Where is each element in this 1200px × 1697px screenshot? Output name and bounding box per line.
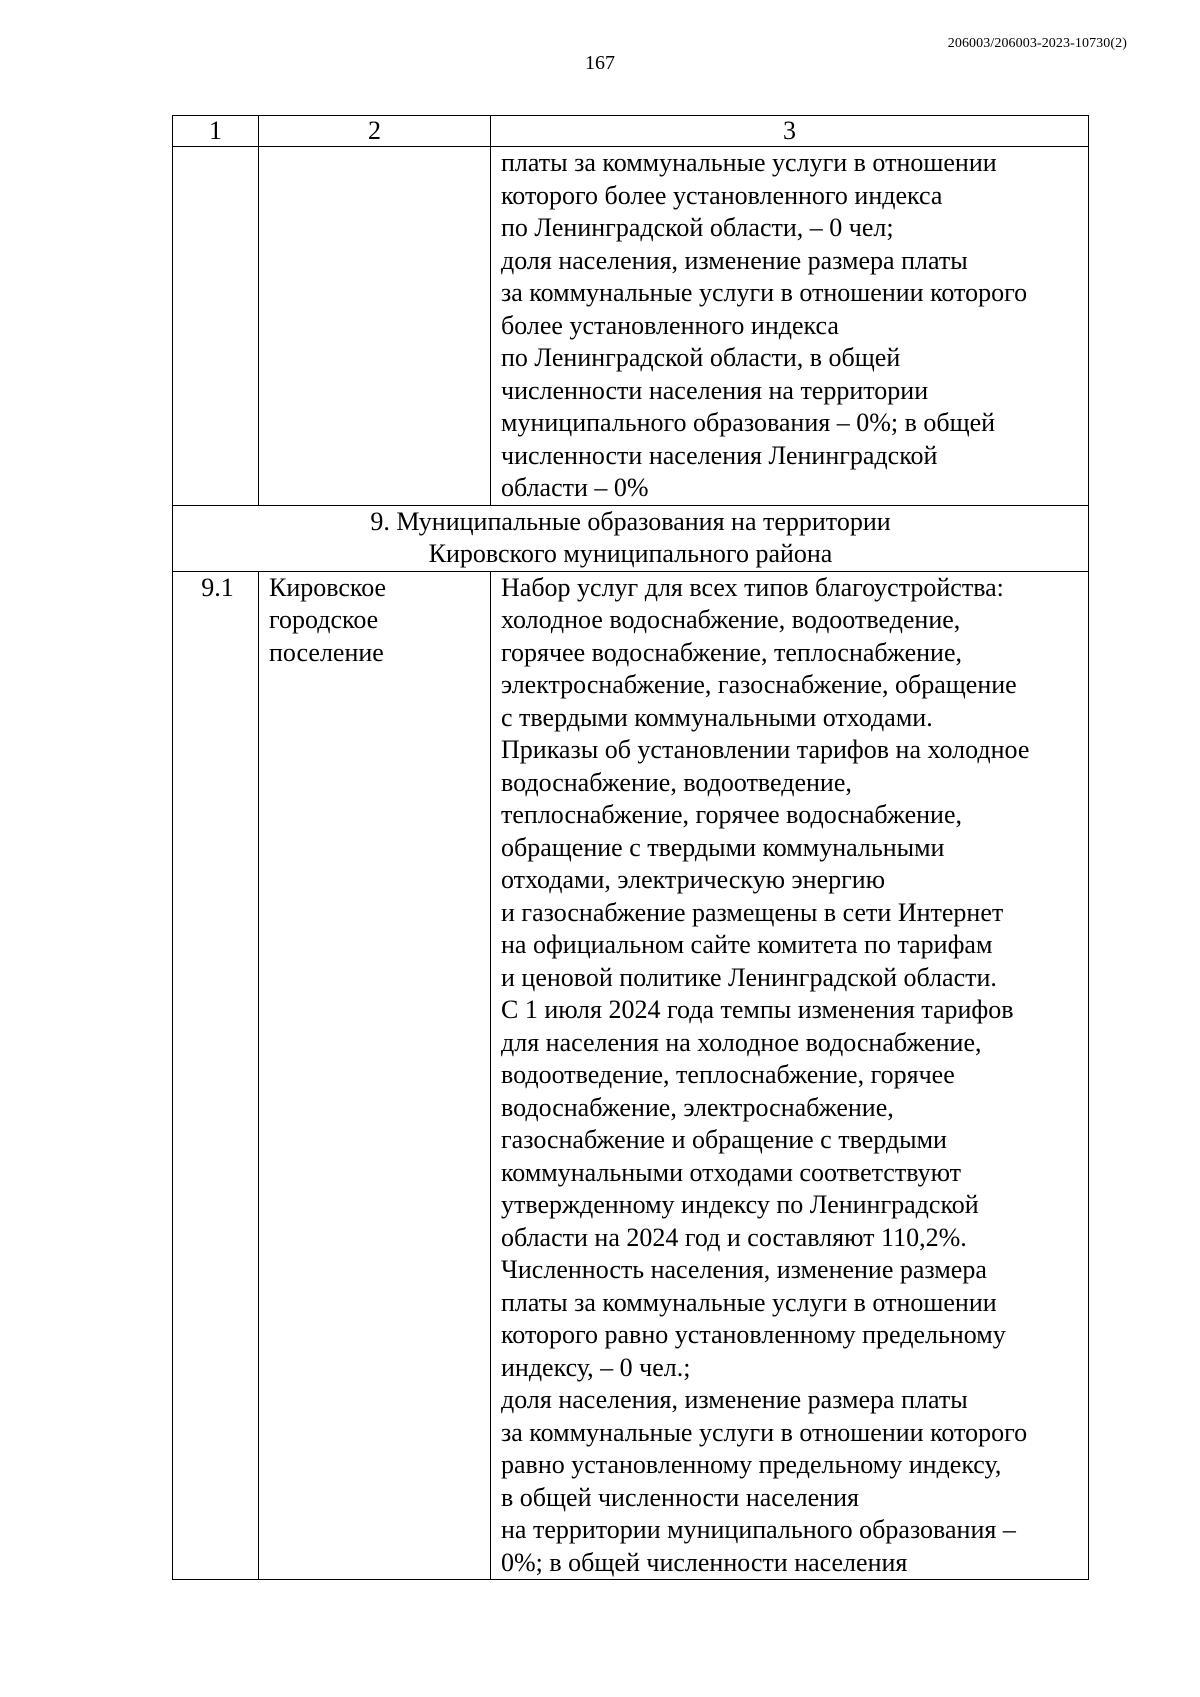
tariff-table (172, 115, 1089, 1580)
text-line: по Ленинградской области, – 0 чел; (501, 213, 894, 242)
text-line: и газоснабжение размещены в сети Интернет (501, 897, 1004, 927)
text-line: обращение с твердыми коммунальными (501, 832, 945, 862)
row-number: 9.1 (173, 571, 259, 1580)
text-line: холодное водоснабжение, водоотведение, (501, 605, 961, 634)
text-line: для населения на холодное водоснабжение, (501, 1027, 982, 1057)
text-line: за коммунальные услуги в отношении которого (501, 278, 1028, 307)
column-header-1: 1 (173, 116, 259, 147)
text-line: которого более установленного индекса (501, 180, 943, 210)
text-line: более установленного индекса (501, 310, 839, 340)
settlement-name-line: Кировское (269, 572, 387, 602)
section-heading-line: 9. Муниципальные образования на территории (370, 506, 891, 536)
text-line: газоснабжение и обращение с твердыми (501, 1125, 947, 1154)
text-line: численности населения Ленинградской (501, 440, 938, 470)
section-heading (173, 505, 1089, 571)
settlement-name-line: поселение (269, 637, 384, 667)
text-line: электроснабжение, газоснабжение, обращение (501, 670, 1017, 699)
continuation-number-cell (173, 147, 259, 506)
text-line: области – 0% (501, 473, 649, 502)
text-line: с твердыми коммунальными отходами. (501, 702, 933, 732)
text-line: коммунальными отходами соответствуют (501, 1157, 962, 1187)
text-line: области на 2024 год и составляют 110,2%. (501, 1222, 967, 1252)
text-line: индексу, – 0 чел.; (501, 1352, 691, 1382)
text-line: водоотведение, теплоснабжение, горячее (501, 1060, 955, 1089)
text-line: водоснабжение, электроснабжение, (501, 1092, 894, 1122)
text-line: платы за коммунальные услуги в отношении (501, 148, 997, 177)
text-line: отходами, электрическую энергию (501, 865, 886, 894)
page-number: 167 (585, 52, 615, 74)
table-header-row (173, 116, 1089, 147)
text-line: на официальном сайте комитета по тарифам (501, 930, 993, 959)
text-line: Набор услуг для всех типов благоустройства: (501, 572, 1004, 602)
text-line: равно установленному предельному индексу, (501, 1450, 1002, 1479)
continuation-row (173, 147, 1089, 506)
text-line: численности населения на территории (501, 375, 929, 405)
text-line: на территории муниципального образования – (501, 1515, 1016, 1544)
column-header-3: 3 (491, 116, 1089, 147)
table-row-9-1 (173, 571, 1089, 1580)
settlement-name (259, 571, 491, 1580)
text-line: водоснабжение, водоотведение, (501, 767, 852, 797)
document-id: 206003/206003-2023-10730(2) (947, 36, 1127, 51)
continuation-text-cell (491, 147, 1089, 506)
text-line: муниципального образования – 0%; в общей (501, 408, 996, 437)
text-line: за коммунальные услуги в отношении которого (501, 1417, 1028, 1447)
text-line: платы за коммунальные услуги в отношении (501, 1287, 997, 1317)
text-line: теплоснабжение, горячее водоснабжение, (501, 800, 963, 829)
continuation-name-cell (259, 147, 491, 506)
row-9-1-description (491, 571, 1089, 1580)
settlement-name-line: городское (269, 605, 379, 634)
text-line: доля населения, изменение размера платы (501, 1385, 968, 1414)
text-line: Приказы об установлении тарифов на холодное (501, 735, 1030, 764)
text-line: и ценовой политике Ленинградской области. (501, 962, 997, 992)
text-line: по Ленинградской области, в общей (501, 343, 901, 372)
text-line: утвержденному индексу по Ленинградской (501, 1190, 979, 1219)
text-line: Численность населения, изменение размера (501, 1255, 987, 1284)
column-header-2: 2 (259, 116, 491, 147)
text-line: 0%; в общей численности населения (501, 1547, 908, 1577)
text-line: С 1 июля 2024 года темпы изменения тарифов (501, 995, 1014, 1024)
section-heading-line: Кировского муниципального района (428, 539, 833, 568)
text-line: доля населения, изменение размера платы (501, 245, 968, 275)
text-line: которого равно установленному предельному (501, 1320, 1006, 1349)
text-line: в общей численности населения (501, 1482, 859, 1512)
text-line: горячее водоснабжение, теплоснабжение, (501, 637, 963, 667)
section-row (173, 505, 1089, 571)
